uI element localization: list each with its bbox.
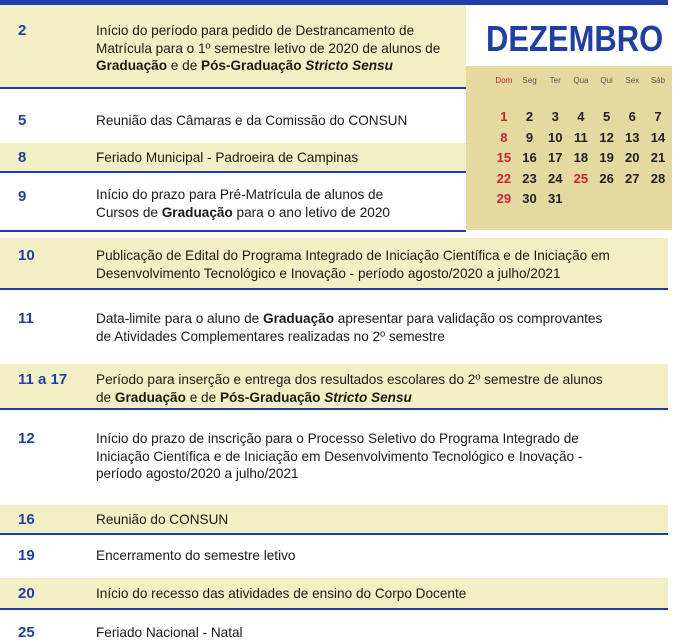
event-description-line [96, 310, 602, 328]
event-description-line [96, 624, 243, 642]
text-segment: para o ano letivo de 2020 [232, 204, 390, 220]
event-description-line [96, 247, 610, 265]
event-row [0, 578, 668, 610]
calendar-weekday: Qui [600, 76, 613, 85]
text-segment: Stricto Sensu [324, 389, 412, 405]
calendar-grid [491, 76, 671, 210]
event-date: 8 [18, 149, 27, 166]
calendar-weekday: Sáb [650, 76, 666, 85]
calendar-day: 3 [551, 109, 559, 124]
calendar-weekday-row [491, 76, 671, 85]
text-segment: Reunião do CONSUN [96, 512, 229, 527]
calendar-day: 6 [628, 109, 636, 124]
text-segment: Período para inserção e entrega dos resultados escolares do 2º semestre de alunos [96, 372, 603, 387]
calendar-day: 2 [525, 109, 534, 124]
text-segment: Pós-Graduação [201, 58, 302, 73]
event-description-line [96, 389, 603, 407]
event-date: 2 [18, 22, 27, 39]
event-date: 11 [18, 310, 34, 327]
event-date: 11 a 17 [18, 371, 68, 388]
calendar-day: 21 [650, 150, 666, 165]
event-description-line [96, 186, 390, 204]
event-row [0, 5, 466, 89]
calendar-week-row [491, 189, 671, 210]
calendar-day: 16 [522, 150, 537, 165]
event-description [96, 585, 466, 603]
calendar-day: 11 [574, 129, 588, 145]
text-segment: de [96, 389, 115, 405]
calendar-week-row [491, 128, 671, 149]
text-segment: Publicação de Edital do Programa Integrado de Iniciação Científica e de Iniciação em [96, 248, 610, 263]
event-description [96, 547, 295, 565]
calendar-day: 19 [599, 150, 614, 165]
event-description-line [96, 585, 466, 603]
event-description-line [96, 22, 440, 40]
calendar-weekday: Seg [522, 76, 537, 85]
text-segment: e de [167, 58, 202, 73]
event-row [0, 238, 668, 290]
event-row [0, 505, 668, 535]
event-description-line [96, 448, 582, 466]
event-description-line [96, 328, 602, 346]
event-description-line [96, 465, 582, 483]
calendar-day: 14 [650, 129, 666, 145]
calendar-week-row [491, 169, 671, 190]
event-row [0, 616, 668, 641]
event-description [96, 624, 243, 642]
text-segment: Graduação [96, 58, 168, 73]
calendar-day: 15 [496, 150, 512, 165]
event-row [0, 300, 668, 354]
calendar-day: 7 [654, 109, 662, 124]
text-segment: Data-limite para o aluno de [96, 311, 263, 326]
event-description [96, 247, 610, 282]
text-segment: Início do prazo para Pré-Matrícula de alunos de [96, 187, 384, 202]
text-segment: Desenvolvimento Tecnológico e Inovação - período agosto/2020 a julho/2021 [96, 265, 561, 281]
calendar-day: 12 [599, 129, 614, 145]
text-segment: Iniciação Científica e de Iniciação em Desenvolvimento Tecnológico e Inovação - [96, 448, 583, 464]
event-date: 19 [18, 547, 35, 564]
calendar-day: 1 [500, 109, 508, 124]
event-description [96, 430, 582, 483]
calendar-day: 20 [625, 150, 640, 165]
calendar-day: 27 [625, 170, 640, 186]
calendar-day: 17 [547, 150, 563, 165]
text-segment: Cursos de [96, 204, 162, 220]
calendar-weekday: Sex [625, 76, 640, 85]
text-segment: Início do período para pedido de Destrancamento de [96, 23, 415, 38]
calendar-day: 5 [602, 109, 611, 124]
event-description-line [96, 149, 358, 167]
calendar-day: 22 [496, 170, 512, 186]
event-description [96, 186, 390, 221]
row-divider [0, 408, 668, 410]
calendar-month-title: DEZEMBRO [486, 18, 664, 59]
calendar-weekday: Ter [549, 76, 561, 85]
text-segment: Início do prazo de inscrição para o Processo Seletivo do Programa Integrado de [96, 431, 579, 446]
text-segment: Reunião das Câmaras e da Comissão do CONSUN [96, 113, 408, 128]
calendar-day [619, 189, 645, 210]
event-description [96, 310, 602, 345]
event-description-line [96, 430, 582, 448]
calendar-weekday: Dom [495, 76, 513, 85]
row-divider [0, 608, 668, 610]
text-segment: Stricto Sensu [305, 58, 393, 73]
event-description-line [96, 547, 295, 565]
text-segment: Pós-Graduação [219, 389, 321, 405]
row-divider [0, 230, 466, 232]
text-segment: Graduação [114, 389, 186, 405]
calendar-day [645, 189, 671, 210]
calendar-day: 24 [547, 170, 563, 186]
calendar-day: 29 [496, 191, 512, 206]
event-date: 25 [18, 624, 35, 641]
text-segment: Início do recesso das atividades de ensino do Corpo Docente [96, 586, 467, 601]
event-row [0, 143, 466, 173]
calendar-day: 13 [625, 129, 640, 145]
calendar-day: 4 [577, 109, 585, 124]
calendar-day: 8 [500, 129, 508, 145]
event-date: 20 [18, 585, 35, 602]
calendar-day: 23 [522, 170, 537, 186]
text-segment: Graduação [161, 204, 233, 220]
text-segment: e de [185, 389, 220, 405]
calendar-week-row [491, 148, 671, 169]
calendar-day: 9 [525, 129, 534, 145]
text-segment: de Atividades Complementares realizadas no 2º semestre [96, 328, 445, 344]
calendar-day: 28 [650, 170, 666, 186]
event-date: 12 [18, 430, 35, 447]
text-segment: Graduação [263, 311, 335, 326]
event-date: 5 [18, 112, 27, 129]
text-segment: Encerramento do semestre letivo [96, 548, 296, 563]
text-segment: Matrícula para o 1º semestre letivo de 2020 de alunos de [96, 40, 441, 56]
event-description-line [96, 112, 407, 130]
event-description-line [96, 265, 610, 283]
calendar-day: 30 [522, 191, 537, 206]
event-description-line [96, 204, 390, 222]
event-row [0, 178, 466, 232]
calendar-day: 10 [547, 129, 563, 145]
calendar-day: 25 [573, 170, 589, 186]
text-segment: Feriado Municipal - Padroeira de Campinas [96, 150, 359, 165]
calendar-day: 18 [573, 150, 589, 165]
event-description-line [96, 371, 603, 389]
row-divider [0, 171, 466, 173]
calendar-weeks [491, 107, 671, 210]
event-row [0, 540, 668, 576]
event-description [96, 149, 358, 167]
event-description-line [96, 511, 228, 529]
row-divider [0, 533, 668, 535]
event-date: 9 [18, 188, 27, 205]
event-description [96, 371, 603, 406]
event-description-line [96, 57, 440, 75]
text-segment: período agosto/2020 a julho/2021 [96, 466, 299, 481]
row-divider [0, 288, 668, 290]
event-date: 10 [18, 247, 35, 264]
calendar-day [594, 189, 620, 210]
event-description [96, 22, 440, 75]
calendar-day: 26 [599, 170, 614, 186]
text-segment: Feriado Nacional - Natal [96, 625, 243, 640]
event-description-line [96, 40, 440, 58]
event-row [0, 420, 668, 492]
event-description [96, 511, 228, 529]
calendar-day: 31 [547, 191, 563, 206]
text-segment: apresentar para validação os comprovantes [334, 311, 603, 326]
row-divider [0, 87, 466, 89]
event-description [96, 112, 407, 130]
calendar-week-row [491, 107, 671, 128]
event-date: 16 [18, 511, 35, 528]
calendar-day [568, 189, 594, 210]
calendar-weekday: Qua [573, 76, 589, 85]
event-row [0, 364, 668, 410]
